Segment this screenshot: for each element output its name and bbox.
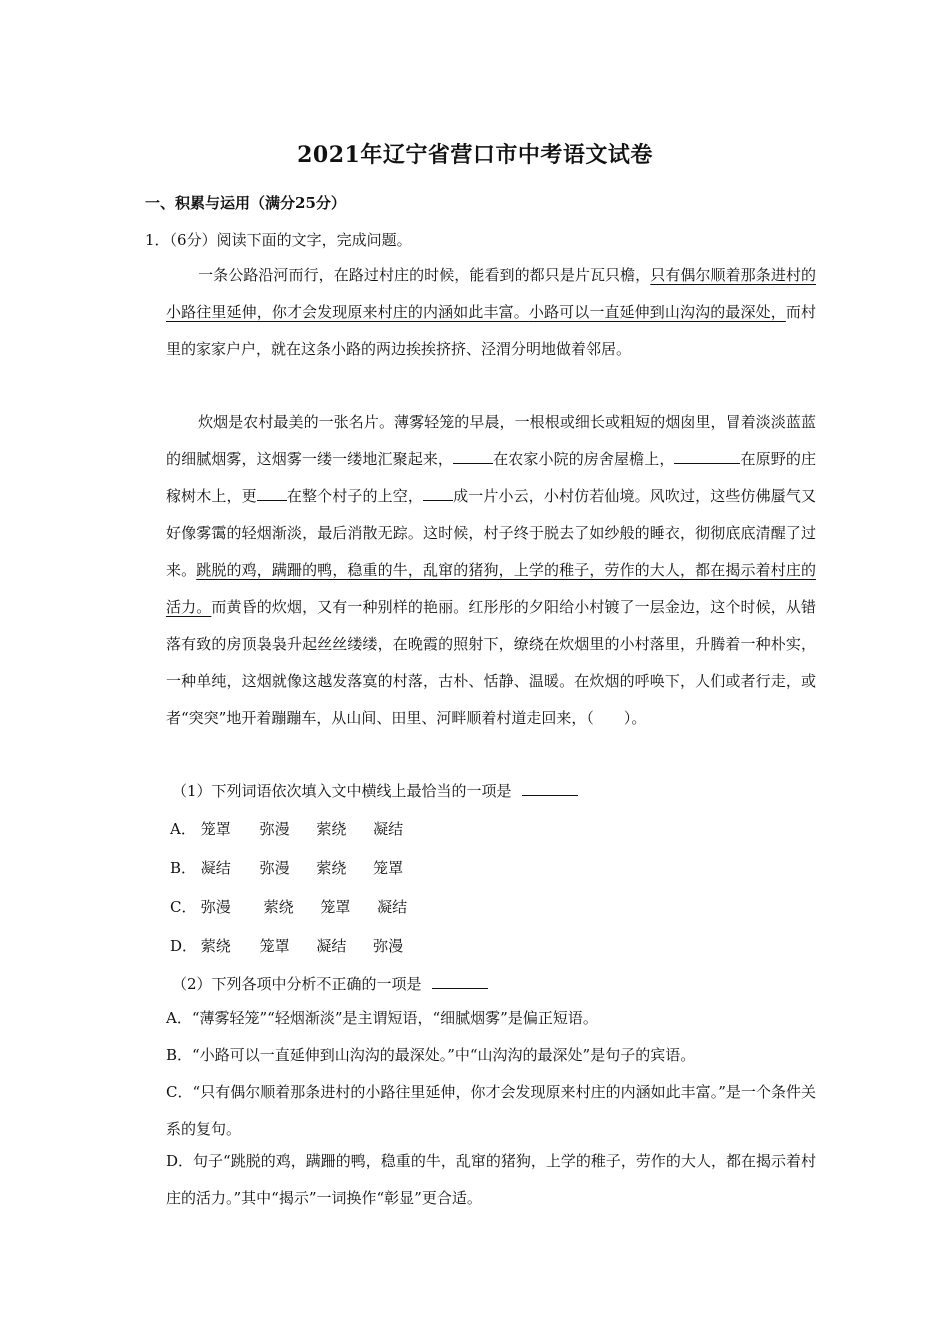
fill-blank <box>453 449 493 464</box>
passage-text: 在农家小院的房舍屋檐上， <box>493 450 675 468</box>
question-1-heading: 1．（6分）阅读下面的文字，完成问题。 <box>145 231 412 249</box>
stem-text: （2）下列各项中分析不正确的一项是 <box>172 975 422 993</box>
option-letter: A． <box>170 820 196 838</box>
passage-text: 在原野的庄稼树木上，更 <box>166 450 816 505</box>
option-1a <box>170 818 425 839</box>
option-word: 笼罩 <box>259 937 290 955</box>
passage-text: 而黄昏的炊烟，又有一种别样的艳丽。红彤彤的夕阳给小村镀了一层金边，这个时候，从错落有致的房顶袅袅升起丝丝缕缕，在晚霞的照射下，缭绕在炊烟里的小村落里，升腾着一种朴实，一种单纯，这烟就像这越发落寞的村落，古朴、恬静、温暖。在炊烟的呼唤下，人们或者行走，或者“突突”地开着蹦蹦车，从山间、田里、河畔顺着村道走回来，（ ）。 <box>166 598 816 727</box>
answer-blank <box>432 974 488 989</box>
underlined-sentence: 只有偶尔顺着那条进村的小路往里延伸，你才会发现原来村庄的内涵如此丰富。 <box>166 266 816 321</box>
option-1c <box>170 896 429 917</box>
page-title: 2021年辽宁省营口市中考语文试卷 <box>297 142 653 168</box>
option-letter: D． <box>170 937 198 955</box>
option-2b: B．“小路可以一直延伸到山沟沟的最深处。”中“山沟沟的最深处”是句子的宾语。 <box>166 1046 696 1064</box>
passage-text: 一条公路沿河而行，在路过村庄的时候，能看到的都只是片瓦只檐， <box>198 266 651 284</box>
option-word: 笼罩 <box>373 859 404 877</box>
option-word: 弥漫 <box>259 820 290 838</box>
subquestion-1-stem <box>172 780 578 801</box>
option-letter: B． <box>170 859 197 877</box>
option-word: 弥漫 <box>259 859 290 877</box>
answer-blank <box>522 781 578 796</box>
fill-blank <box>674 449 740 464</box>
option-word: 笼罩 <box>320 898 351 916</box>
option-word: 萦绕 <box>316 859 347 877</box>
option-word: 萦绕 <box>200 937 231 955</box>
option-word: 凝结 <box>377 898 408 916</box>
option-word: 笼罩 <box>200 820 231 838</box>
option-word: 凝结 <box>373 820 404 838</box>
option-2a: A．“薄雾轻笼”“轻烟渐淡”是主谓短语，“细腻烟雾”是偏正短语。 <box>166 1009 598 1027</box>
passage-text: 炊烟是农村最美的一张名片。薄雾轻笼的早晨，一根根或细长或粗短的烟囱里，冒着淡淡蓝蓝的细腻烟雾，这烟雾一缕一缕地汇聚起来， <box>166 413 816 468</box>
passage-paragraph-2 <box>166 404 816 737</box>
option-word: 凝结 <box>316 937 347 955</box>
subquestion-2-stem <box>172 973 488 994</box>
passage-text: 而村里的家家户户，就在这条小路的两边挨挨挤挤、泾渭分明地做着邻居。 <box>166 303 816 358</box>
option-word: 凝结 <box>200 859 231 877</box>
option-2d: D．句子“跳脱的鸡，蹒跚的鸭，稳重的牛，乱窜的猪狗，上学的稚子，劳作的大人，都在揭示着村庄的活力。”其中“揭示”一词换作“彰显”更合适。 <box>166 1152 816 1207</box>
passage-text: 成一片小云，小村仿若仙境。风吹过，这些仿佛蜃气又好像雾霭的轻烟渐淡，最后消散无踪。这时候，村子终于脱去了如纱般的睡衣，彻彻底底清醒了过来。 <box>166 487 816 579</box>
option-word: 萦绕 <box>316 820 347 838</box>
stem-text: （1）下列词语依次填入文中横线上最恰当的一项是 <box>172 782 512 800</box>
underlined-sentence: 小路可以一直延伸到山沟沟的最深处， <box>528 303 786 321</box>
option-letter: C． <box>170 898 197 916</box>
passage-paragraph-1 <box>166 257 816 368</box>
passage-text: 在整个村子的上空， <box>286 487 423 505</box>
underlined-sentence: 跳脱的鸡，蹒跚的鸭，稳重的牛，乱窜的猪狗，上学的稚子，劳作的大人，都在揭示着村庄的活力。 <box>166 561 816 616</box>
option-word: 弥漫 <box>373 937 404 955</box>
option-word: 弥漫 <box>200 898 231 916</box>
option-1d <box>170 935 425 956</box>
option-word: 萦绕 <box>263 898 294 916</box>
fill-blank <box>257 486 287 501</box>
option-2c: C．“只有偶尔顺着那条进村的小路往里延伸，你才会发现原来村庄的内涵如此丰富。”是一个条件关系的复句。 <box>166 1083 816 1138</box>
fill-blank <box>423 486 453 501</box>
section-heading: 一、积累与运用（满分25分） <box>145 194 346 212</box>
option-1b <box>170 857 425 878</box>
